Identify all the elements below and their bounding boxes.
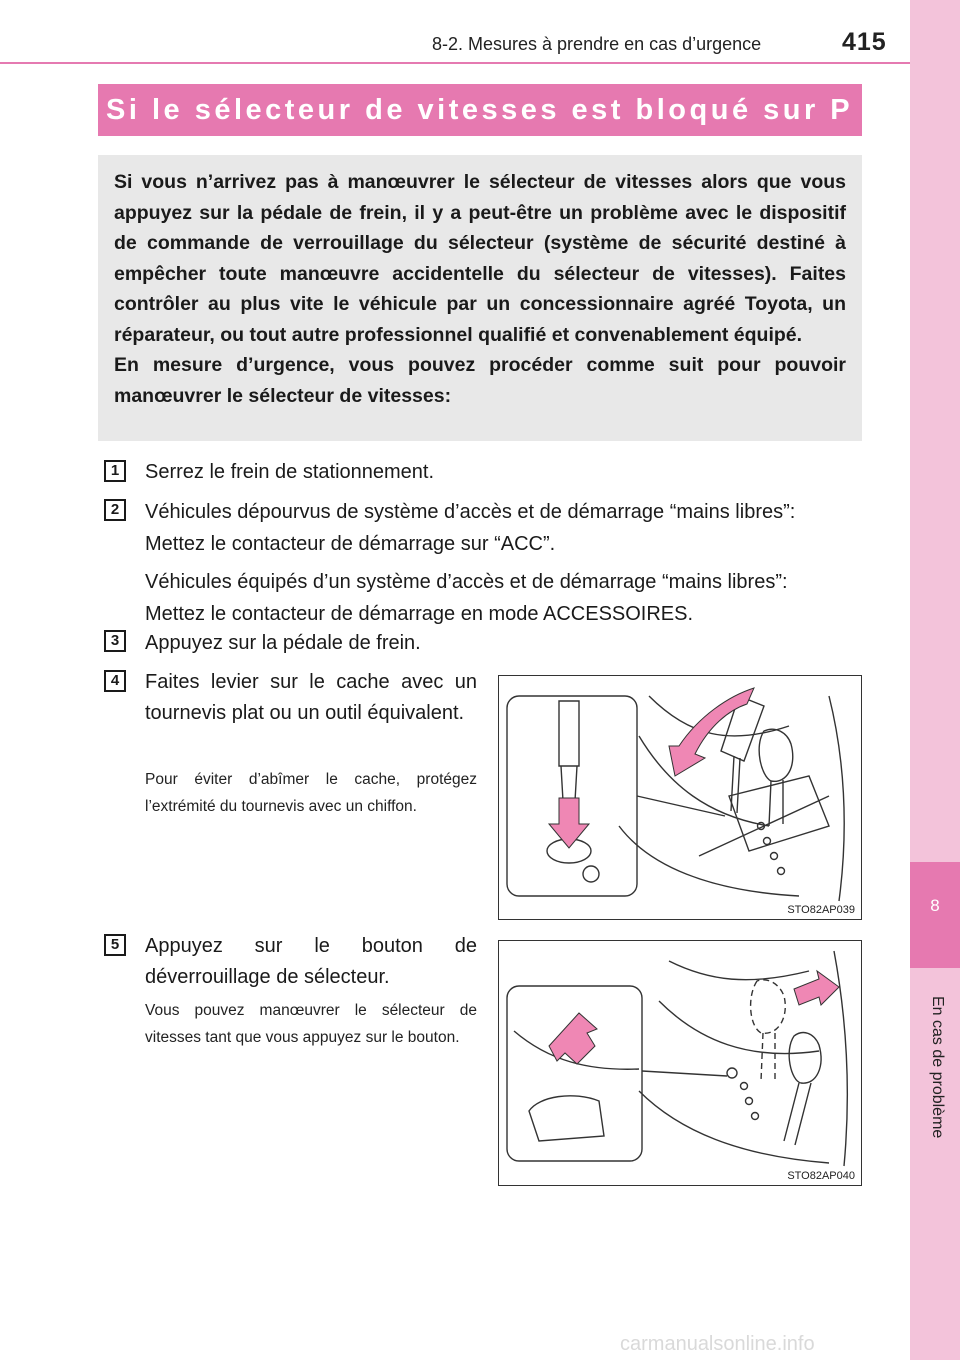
shift-lock-release-illustration — [499, 941, 860, 1169]
figure-code: STO82AP040 — [787, 1170, 855, 1182]
figure-code: STO82AP039 — [787, 904, 855, 916]
page-number: 415 — [842, 28, 887, 56]
step-text: Appuyez sur le bouton de déverrouillage de sélecteur. — [145, 935, 477, 988]
intro-paragraph: Si vous n’arrivez pas à manœuvrer le sélecteur de vitesses alors que vous appuyez sur la pédale de frein, il y a peut-être un problème avec le dispositif de commande de verrouillage du sélecteur (système de sécurité destiné à empêcher toute manœuvre accidentelle du sélecteur de vitesses). Faites contrôler au plus vite le véhicule par un concessionnaire agréé Toyota, un réparateur, ou tout autre professionnel qualifié et convenablement équipé. — [114, 171, 846, 346]
section-heading: 8-2. Mesures à prendre en cas d’urgence — [432, 34, 762, 54]
step-text: Faites levier sur le cache avec un tournevis plat ou un outil équivalent. — [145, 671, 477, 724]
illustration-shift-lock-release — [498, 940, 862, 1186]
step-text: Véhicules équipés d’un système d’accès et de démarrage “mains libres”: — [145, 571, 788, 593]
step-note: Pour éviter d’abîmer le cache, protégez l’extrémité du tournevis avec un chiffon. — [145, 771, 477, 815]
step-text: Serrez le frein de stationnement. — [145, 461, 435, 483]
chapter-number: 8 — [930, 896, 940, 915]
step-text: Véhicules dépourvus de système d’accès et de démarrage “mains libres”: — [145, 501, 796, 523]
step-number-badge: 1 — [104, 460, 126, 482]
step-note: Vous pouvez manœuvrer le sélecteur de vitesses tant que vous appuyez sur le bouton. — [145, 1002, 477, 1046]
step-text: Mettez le contacteur de démarrage sur “ACC”. — [145, 533, 556, 555]
illustration-screwdriver-cap — [498, 675, 862, 920]
page-title: Si le sélecteur de vitesses est bloqué sur P — [98, 84, 862, 136]
gear-selector-screwdriver-illustration — [499, 676, 860, 904]
step-text: Appuyez sur la pédale de frein. — [145, 632, 421, 654]
chapter-label: En cas de problème — [929, 996, 946, 1139]
intro-paragraph: En mesure d’urgence, vous pouvez procéder comme suit pour pouvoir manœuvrer le sélecteur de vitesses: — [114, 354, 846, 407]
header-divider — [0, 62, 910, 64]
step-number-badge: 2 — [104, 499, 126, 521]
step-number-badge: 5 — [104, 934, 126, 956]
step-number-badge: 3 — [104, 630, 126, 652]
intro-box — [98, 155, 862, 441]
step-number-badge: 4 — [104, 670, 126, 692]
step-text: Mettez le contacteur de démarrage en mode ACCESSOIRES. — [145, 603, 694, 625]
watermark-text: carmanualsonline.info — [620, 1333, 815, 1355]
